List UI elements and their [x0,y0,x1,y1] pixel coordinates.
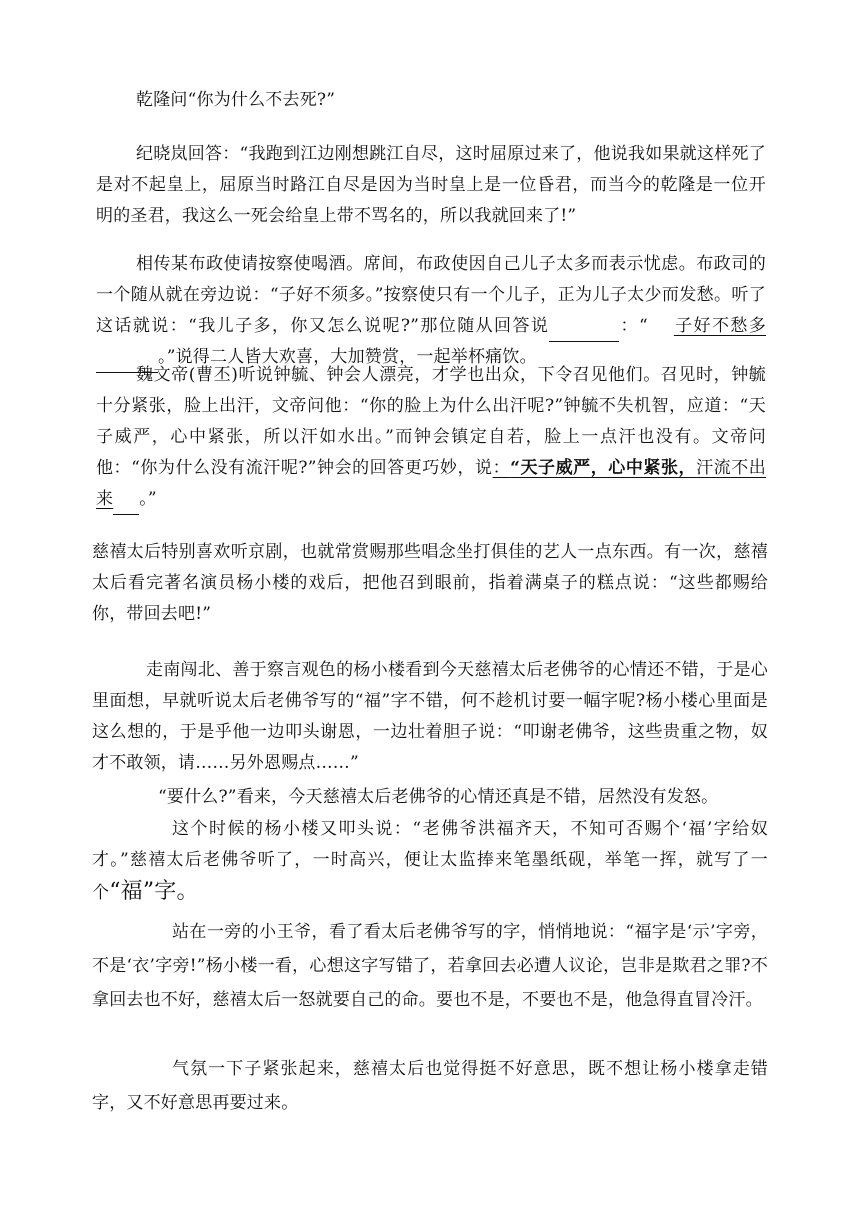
paragraph-8 [92,814,768,909]
paragraph-3-colon: ：“ [619,316,648,336]
paragraph-10: 气氛一下子紧张起来，慈禧太后也觉得挺不好意思，既不想让杨小楼拿走错字，又不好意思再要过来。 [92,1059,768,1113]
fu-character-quote: “福”字。 [109,879,199,904]
paragraph-7: “要什么?”看来，今天慈禧太后老佛爷的心情还真是不错，居然没有发怒。 [158,787,719,807]
paragraph-4 [96,360,766,515]
paragraph-8-text: 这个时候的杨小楼又叩头说：“老佛爷洪福齐天，不知可否赐个‘福’字给奴才。”慈禧太后老佛爷听了，一时高兴，便让太监捧来笔墨纸砚，举笔一挥，就写了一个 [92,819,768,903]
paragraph-2: 纪晓岚回答：“我跑到江边刚想跳江自尽，这时屈原过来了，他说我如果就这样死了是对不起皇上，屈原当时路江自尽是因为当时皇上是一位昏君，而当今的乾隆是一位开明的圣君，我这么一死会给皇上带不骂名的，所以我就回来了!” [96,144,766,226]
paragraph-4-colon: ： [492,458,511,478]
paragraph-3-ending: 。”说得二人皆大欢喜，大加赞赏，一起举杯痛饮。 [158,347,537,367]
paragraph-4-ending: 。” [139,489,157,509]
paragraph-1: 乾隆问“你为什么不去死?” [136,90,336,110]
paragraph-3-text: 相传某布政使请按察使喝酒。席间，布政使因自己儿子太多而表示忧虑。布政司的一个随从就在旁边说：“子好不须多。”按察使只有一个儿子，正为儿子太少而发愁。听了这话就说：“我儿子多，你又怎么说呢?”那位随从回答说 [96,254,766,336]
paragraph-6: 走南闯北、善于察言观色的杨小楼看到今天慈禧太后老佛爷的心情还不错，于是心里面想，早就听说太后老佛爷写的“福”字不错，何不趁机讨要一幅字呢?杨小楼心里面是这么想的，于是乎他一边叩头谢恩，一边壮着胆子说：“叩谢老佛爷，这些贵重之物，奴才不敢领，请……另外恩赐点……” [92,660,768,773]
answer-2: 汗流不出来 [96,458,766,509]
fill-in-blank-1 [549,319,619,342]
paragraph-5: 慈禧太后特别喜欢听京剧，也就常赏赐那些唱念坐打俱佳的艺人一点东西。有一次，慈禧太后看完著名演员杨小楼的戏后，把他召到眼前，指着满桌子的糕点说：“这些都赐给你，带回去吧!” [92,542,768,624]
paragraph-4-text: 魏文帝(曹丕)听说钟毓、钟会人漂亮，才学也出众，下令召见他们。召见时，钟毓十分紧张，脸上出汗，文帝问他：“你的脸上为什么出汗呢?”钟毓不失机智，应道：“天子威严，心中紧张，所以汗如水出。”而钟会镇定自若，脸上一点汗也没有。文帝问他：“你为什么没有流汗呢?”钟会的回答更巧妙，说 [96,365,766,478]
answer-2-bold: “天子威严，心中紧张， [510,458,697,478]
fill-in-blank-3 [113,492,139,515]
paragraph-9: 站在一旁的小王爷，看了看太后老佛爷写的字，悄悄地说：“福字是‘示’字旁，不是‘衣’字旁!”杨小楼一看，心想这字写错了，若拿回去必遭人议论，岂非是欺君之罪?不拿回去也不好，慈禧太后一怒就要自己的命。要也不是，不要也不是，他急得直冒冷汗。 [92,922,768,1010]
answer-1: 子好不愁多 [673,316,767,336]
paragraph-3 [96,249,766,373]
